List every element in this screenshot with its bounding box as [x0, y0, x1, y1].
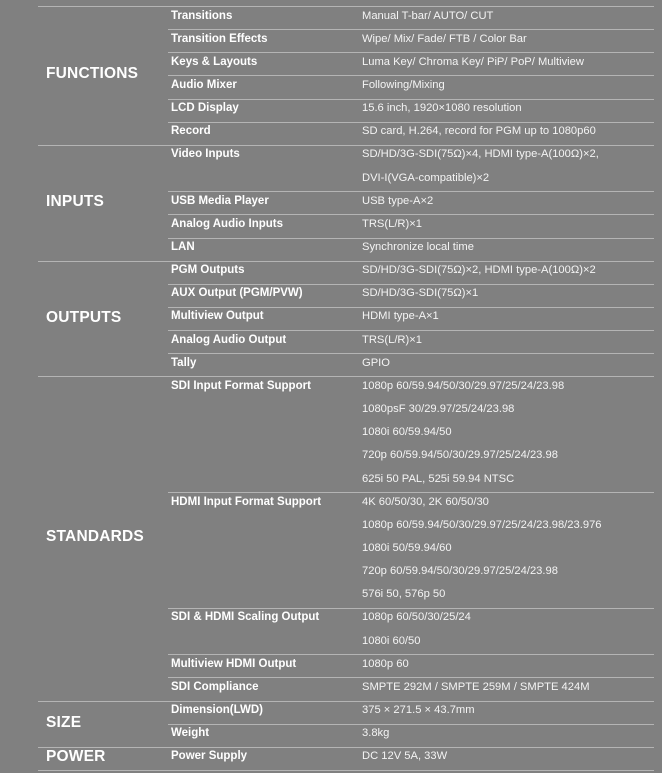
- row-divider: [168, 284, 654, 285]
- spec-label-pgm-outputs: PGM Outputs: [171, 264, 245, 277]
- row-divider: [168, 122, 654, 123]
- spec-label-sdi-hdmi-scaling-output: SDI & HDMI Scaling Output: [171, 611, 320, 624]
- spec-value: Manual T-bar/ AUTO/ CUT: [362, 9, 494, 22]
- section-divider: [38, 747, 654, 748]
- section-divider: [38, 376, 654, 377]
- spec-label-sdi-input-format-support: SDI Input Format Support: [171, 379, 311, 392]
- spec-value: 1080i 50/59.94/60: [362, 541, 452, 554]
- section-title-outputs: OUTPUTS: [46, 308, 122, 326]
- spec-label-tally: Tally: [171, 356, 197, 369]
- spec-value: 3.8kg: [362, 727, 390, 740]
- spec-value: 4K 60/50/30, 2K 60/50/30: [362, 495, 489, 508]
- spec-label-analog-audio-output: Analog Audio Output: [171, 333, 287, 346]
- spec-value: 576i 50, 576p 50: [362, 588, 446, 601]
- row-divider: [168, 353, 654, 354]
- spec-value: SD/HD/3G-SDI(75Ω)×2, HDMI type-A(100Ω)×2: [362, 264, 596, 277]
- spec-label-aux-output-pgm-pvw: AUX Output (PGM/PVW): [171, 287, 303, 300]
- section-divider: [38, 770, 654, 771]
- section-title-functions: FUNCTIONS: [46, 65, 139, 83]
- spec-label-multiview-hdmi-output: Multiview HDMI Output: [171, 657, 297, 670]
- spec-label-sdi-compliance: SDI Compliance: [171, 680, 259, 693]
- section-title-inputs: INPUTS: [46, 192, 105, 210]
- spec-label-keys-layouts: Keys & Layouts: [171, 55, 258, 68]
- spec-label-transition-effects: Transition Effects: [171, 32, 268, 45]
- row-divider: [168, 654, 654, 655]
- section-title-standards: STANDARDS: [46, 528, 144, 546]
- row-divider: [168, 608, 654, 609]
- section-divider: [38, 261, 654, 262]
- spec-value: 1080i 60/59.94/50: [362, 426, 452, 439]
- spec-label-usb-media-player: USB Media Player: [171, 194, 269, 207]
- spec-label-audio-mixer: Audio Mixer: [171, 78, 237, 91]
- spec-label-analog-audio-inputs: Analog Audio Inputs: [171, 217, 284, 230]
- spec-value: 1080p 60: [362, 657, 409, 670]
- row-divider: [168, 307, 654, 308]
- spec-label-power-supply: Power Supply: [171, 750, 248, 763]
- section-title-size: SIZE: [46, 713, 82, 731]
- spec-value: 1080p 60/59.94/50/30/29.97/25/24/23.98: [362, 379, 565, 392]
- spec-value: TRS(L/R)×1: [362, 217, 422, 230]
- spec-value: SMPTE 292M / SMPTE 259M / SMPTE 424M: [362, 680, 590, 693]
- spec-label-lcd-display: LCD Display: [171, 102, 239, 115]
- spec-value: Luma Key/ Chroma Key/ PiP/ PoP/ Multiview: [362, 55, 584, 68]
- spec-value: USB type-A×2: [362, 194, 434, 207]
- spec-value: DC 12V 5A, 33W: [362, 750, 448, 763]
- section-title-power: POWER: [46, 748, 106, 766]
- row-divider: [168, 238, 654, 239]
- spec-value: GPIO: [362, 356, 390, 369]
- spec-value: DVI-I(VGA-compatible)×2: [362, 171, 490, 184]
- spec-value: 1080p 60/59.94/50/30/29.97/25/24/23.98/23.976: [362, 518, 602, 531]
- spec-value: Wipe/ Mix/ Fade/ FTB / Color Bar: [362, 32, 527, 45]
- spec-value: SD card, H.264, record for PGM up to 1080p60: [362, 125, 596, 138]
- spec-label-dimension-lwd: Dimension(LWD): [171, 704, 263, 716]
- row-divider: [168, 724, 654, 725]
- spec-value: 15.6 inch, 1920×1080 resolution: [362, 102, 522, 115]
- spec-label-hdmi-input-format-support: HDMI Input Format Support: [171, 495, 322, 508]
- row-divider: [168, 29, 654, 30]
- row-divider: [168, 75, 654, 76]
- spec-label-weight: Weight: [171, 727, 210, 740]
- spec-value: 1080psF 30/29.97/25/24/23.98: [362, 403, 515, 416]
- spec-value: 1080i 60/50: [362, 634, 421, 647]
- section-divider: [38, 6, 654, 7]
- spec-value: 720p 60/59.94/50/30/29.97/25/24/23.98: [362, 449, 558, 462]
- spec-value: SD/HD/3G-SDI(75Ω)×4, HDMI type-A(100Ω)×2,: [362, 148, 599, 161]
- section-divider: [38, 701, 654, 702]
- row-divider: [168, 677, 654, 678]
- spec-value: Synchronize local time: [362, 241, 474, 253]
- spec-value: TRS(L/R)×1: [362, 333, 422, 346]
- spec-value: 375 × 271.5 × 43.7mm: [362, 704, 475, 716]
- row-divider: [168, 191, 654, 192]
- section-divider: [38, 145, 654, 146]
- spec-value: Following/Mixing: [362, 78, 445, 91]
- row-divider: [168, 492, 654, 493]
- spec-value: 625i 50 PAL, 525i 59.94 NTSC: [362, 472, 515, 485]
- spec-label-multiview-output: Multiview Output: [171, 310, 264, 323]
- row-divider: [168, 214, 654, 215]
- spec-value: 1080p 60/50/30/25/24: [362, 611, 471, 624]
- row-divider: [168, 330, 654, 331]
- spec-value: SD/HD/3G-SDI(75Ω)×1: [362, 287, 479, 300]
- spec-value: HDMI type-A×1: [362, 310, 439, 323]
- spec-label-lan: LAN: [171, 241, 195, 253]
- spec-value: 720p 60/59.94/50/30/29.97/25/24/23.98: [362, 565, 558, 578]
- row-divider: [168, 99, 654, 100]
- spec-label-video-inputs: Video Inputs: [171, 148, 240, 161]
- spec-label-record: Record: [171, 125, 211, 138]
- row-divider: [168, 52, 654, 53]
- spec-label-transitions: Transitions: [171, 9, 233, 22]
